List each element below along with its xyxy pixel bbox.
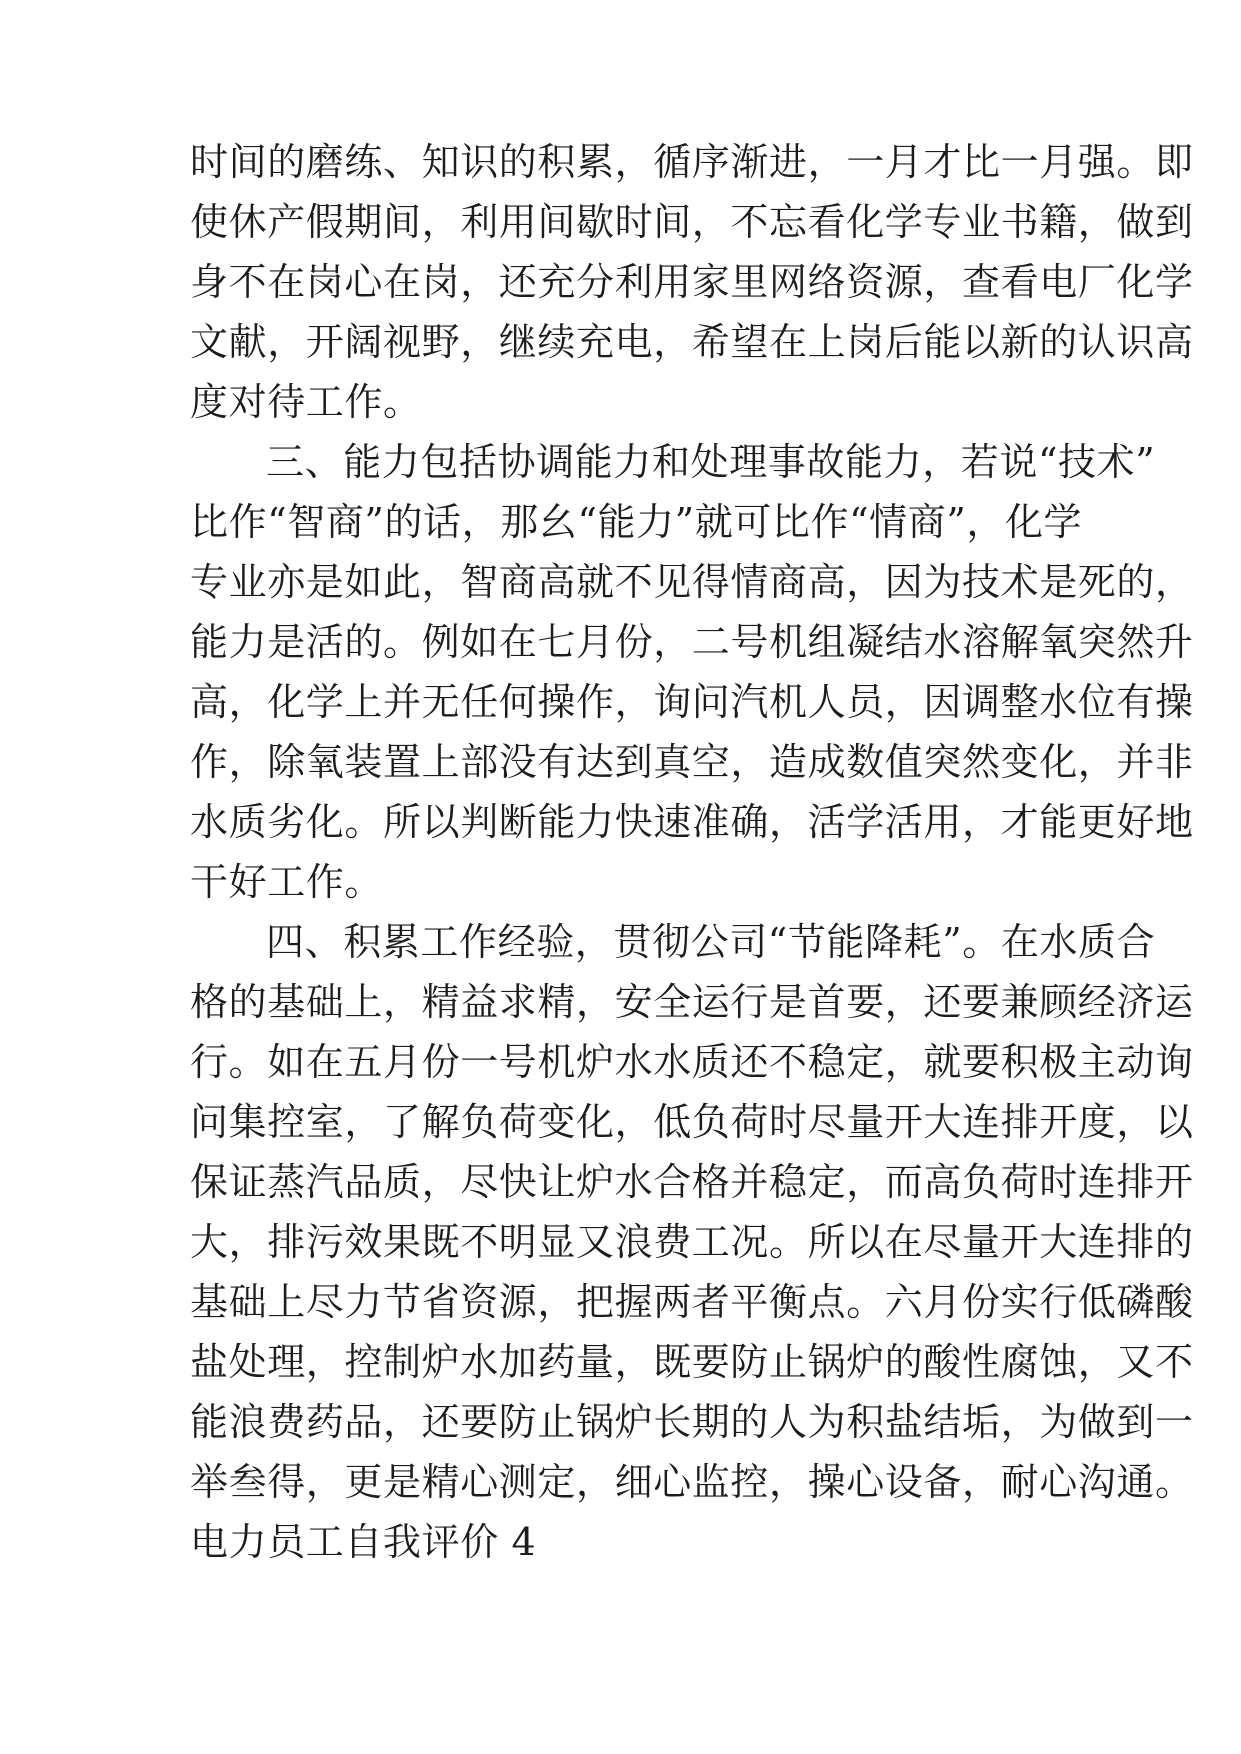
document-body: [190, 132, 1194, 1572]
text-line: 保证蒸汽品质，尽快让炉水合格并稳定，而高负荷时连排开: [190, 1160, 1194, 1204]
text-line: 比作“智商”的话，那幺“能力”就可比作“情商”，化学: [190, 500, 1083, 544]
paragraph-1: [190, 132, 1194, 432]
text-line: 四、积累工作经验，贯彻公司“节能降耗”。在水质合: [266, 920, 1156, 964]
text-line: 行。如在五月份一号机炉水水质还不稳定，就要积极主动询: [190, 1040, 1194, 1084]
heading-text: 电力员工自我评价 4: [190, 1520, 537, 1564]
text-line: 文献，开阔视野，继续充电，希望在上岗后能以新的认识高: [190, 320, 1194, 364]
text-line: 问集控室，了解负荷变化，低负荷时尽量开大连排开度，以: [190, 1100, 1194, 1144]
paragraph-3: [190, 912, 1194, 1512]
text-line: 干好工作。: [190, 860, 384, 904]
text-line: 高，化学上并无任何操作，询问汽机人员，因调整水位有操: [190, 680, 1194, 724]
text-line: 度对待工作。: [190, 380, 422, 424]
text-line: 举叁得，更是精心测定，细心监控，操心设备，耐心沟通。: [190, 1460, 1194, 1504]
text-line: 大，排污效果既不明显又浪费工况。所以在尽量开大连排的: [190, 1220, 1194, 1264]
text-line: 能力是活的。例如在七月份，二号机组凝结水溶解氧突然升: [190, 620, 1194, 664]
text-line: 三、能力包括协调能力和处理事故能力，若说“技术”: [266, 440, 1156, 484]
text-line: 使休产假期间，利用间歇时间，不忘看化学专业书籍，做到: [190, 200, 1194, 244]
text-line: 身不在岗心在岗，还充分利用家里网络资源，查看电厂化学: [190, 260, 1194, 304]
section-heading: [190, 1512, 1060, 1572]
text-line: 格的基础上，精益求精，安全运行是首要，还要兼顾经济运: [190, 980, 1194, 1024]
text-line: 水质劣化。所以判断能力快速准确，活学活用，才能更好地: [190, 800, 1194, 844]
text-line: 专业亦是如此，智商高就不见得情商高，因为技术是死的，: [190, 560, 1194, 604]
text-line: 作，除氧装置上部没有达到真空，造成数值突然变化，并非: [190, 740, 1194, 784]
paragraph-2: [190, 432, 1194, 912]
text-line: 基础上尽力节省资源，把握两者平衡点。六月份实行低磷酸: [190, 1280, 1194, 1324]
text-line: 能浪费药品，还要防止锅炉长期的人为积盐结垢，为做到一: [190, 1400, 1194, 1444]
text-line: 时间的磨练、知识的积累，循序渐进，一月才比一月强。即: [190, 140, 1194, 184]
text-line: 盐处理，控制炉水加药量，既要防止锅炉的酸性腐蚀，又不: [190, 1340, 1194, 1384]
